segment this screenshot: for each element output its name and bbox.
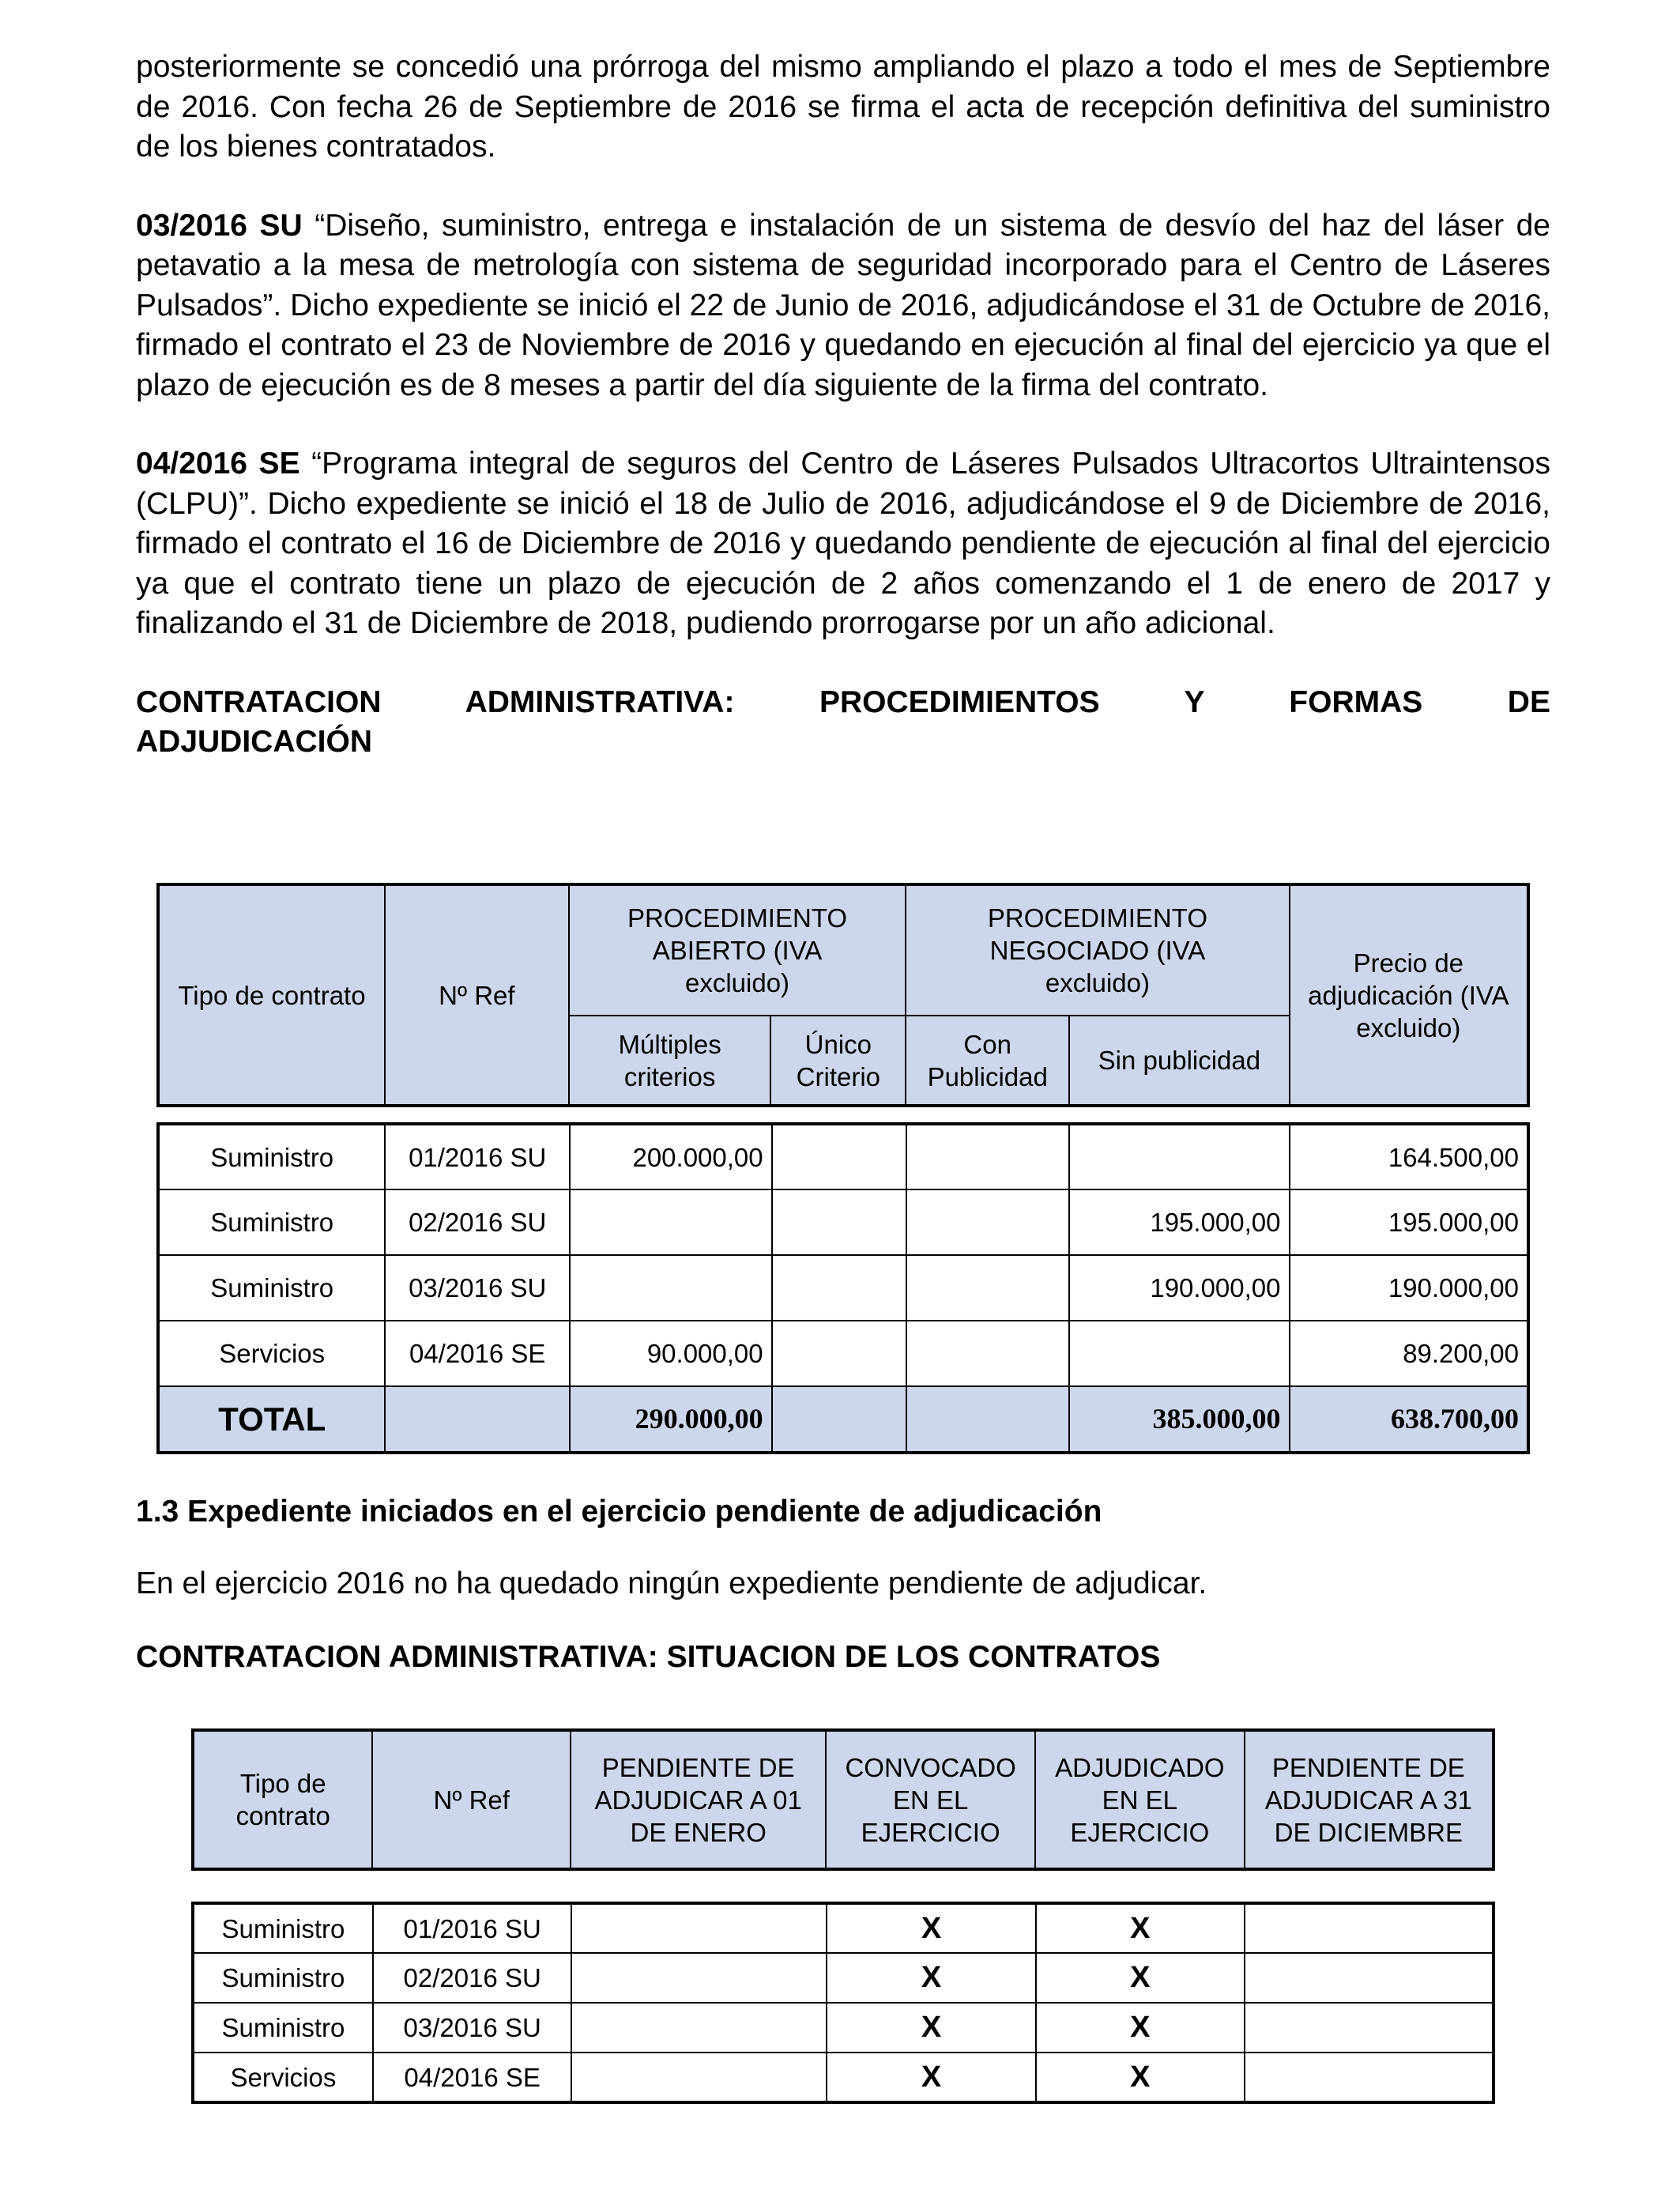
cell-ref: 03/2016 SU: [385, 1255, 570, 1321]
paragraph-3: [136, 444, 1550, 644]
document-page: [136, 47, 1550, 763]
table-2-body: [191, 1902, 1495, 2104]
cell-pend-dic: [1245, 1903, 1494, 1953]
cell-adjudicado: X: [1036, 2003, 1245, 2053]
cell-tipo: Suministro: [193, 1903, 373, 1953]
cell-ref: 04/2016 SE: [373, 2053, 572, 2102]
cell-adjudicado: X: [1036, 2053, 1245, 2102]
header-abierto: PROCEDIMIENTO ABIERTO (IVA excluido): [569, 884, 906, 1016]
section-2-heading: 1.3 Expediente iniciados en el ejercicio pendiente de adjudicación: [136, 1495, 1102, 1529]
t2-header-pend-enero: PENDIENTE DE ADJUDICAR A 01 DE ENERO: [571, 1730, 826, 1869]
cell-ref: 01/2016 SU: [385, 1124, 570, 1189]
cell-tipo: Suministro: [158, 1189, 385, 1255]
cell-sin-publicidad: 190.000,00: [1069, 1255, 1290, 1321]
header-tipo: Tipo de contrato: [158, 884, 385, 1106]
cell-tipo: Suministro: [193, 1953, 373, 2003]
total-row: [158, 1386, 1528, 1453]
table-2-header: [191, 1728, 1495, 1871]
total-unico: [772, 1386, 906, 1453]
cell-sin-publicidad: [1069, 1124, 1290, 1189]
header-multiples: Múltiples criterios: [569, 1016, 771, 1106]
paragraph-3-ref: 04/2016 SE: [136, 447, 300, 481]
cell-ref: 01/2016 SU: [373, 1903, 572, 1953]
table-row: [193, 2003, 1494, 2053]
t2-header-adjudicado: ADJUDICADO EN EL EJERCICIO: [1035, 1730, 1245, 1869]
table-1-body: [156, 1122, 1530, 1454]
header-precio: Precio de adjudicación (IVA excluido): [1290, 884, 1528, 1106]
cell-con-publicidad: [906, 1255, 1069, 1321]
cell-convocado: X: [827, 1953, 1035, 2003]
cell-tipo: Suministro: [158, 1255, 385, 1321]
cell-con-publicidad: [906, 1321, 1069, 1386]
total-multiples: 290.000,00: [570, 1386, 772, 1453]
paragraph-2-ref: 03/2016 SU: [136, 208, 303, 243]
cell-precio: 195.000,00: [1290, 1189, 1528, 1255]
cell-con-publicidad: [906, 1189, 1069, 1255]
cell-tipo: Suministro: [193, 2003, 373, 2053]
section-3-title: CONTRATACION ADMINISTRATIVA: SITUACION DE LOS CONTRATOS: [136, 1640, 1161, 1674]
t2-header-tipo: Tipo de contrato: [193, 1730, 372, 1869]
cell-multiples: [570, 1255, 772, 1321]
table-1-header: [156, 883, 1530, 1107]
header-negociado: PROCEDIMIENTO NEGOCIADO (IVA excluido): [906, 884, 1289, 1016]
paragraph-2-text: “Diseño, suministro, entrega e instalación de un sistema de desvío del haz del láser de petavatio a la mesa de metrología con sistema de seguridad incorporado para el Centro de Láseres Pulsados”. Dicho expediente se inició el 22 de Junio de 2016, adjudicándose el 31 de Octubre de 2016, firmado el contrato el 23 de Noviembre de 2016 y quedando en ejecución al final del ejercicio ya que el plazo de ejecución es de 8 meses a partir del día siguiente de la firma del contrato.: [136, 208, 1550, 402]
total-ref: [385, 1386, 570, 1453]
cell-tipo: Servicios: [158, 1321, 385, 1386]
table-row: [193, 1903, 1494, 1953]
section-2-text: En el ejercicio 2016 no ha quedado ningún expediente pendiente de adjudicar.: [136, 1566, 1207, 1600]
cell-pend-enero: [571, 2053, 827, 2102]
total-precio: 638.700,00: [1290, 1386, 1528, 1453]
table-row: [158, 1189, 1528, 1255]
cell-sin-publicidad: [1069, 1321, 1290, 1386]
cell-unico: [772, 1255, 906, 1321]
cell-adjudicado: X: [1036, 1903, 1245, 1953]
cell-precio: 89.200,00: [1290, 1321, 1528, 1386]
cell-precio: 190.000,00: [1290, 1255, 1528, 1321]
table-row: [158, 1124, 1528, 1189]
section-1-title-line1: CONTRATACION ADMINISTRATIVA: PROCEDIMIENTOS Y FORMAS DE: [136, 684, 1550, 719]
cell-convocado: X: [827, 2003, 1035, 2053]
t2-header-pend-dic: PENDIENTE DE ADJUDICAR A 31 DE DICIEMBRE: [1245, 1730, 1494, 1869]
cell-unico: [772, 1321, 906, 1386]
total-sin-publicidad: 385.000,00: [1069, 1386, 1290, 1453]
cell-ref: 02/2016 SU: [373, 1953, 572, 2003]
section-2: [136, 1492, 1550, 1678]
table-row: [158, 1321, 1528, 1386]
paragraph-3-text: “Programa integral de seguros del Centro de Láseres Pulsados Ultracortos Ultraintensos (CLPU)”. Dicho expediente se inició el 18 de Julio de 2016, adjudicándose el 9 de Diciembre de 2016, firmado el contrato el 16 de Diciembre de 2016 y quedando pendiente de ejecución al final del ejercicio ya que el contrato tiene un plazo de ejecución de 2 años comenzando el 1 de enero de 2017 y finalizando el 31 de Diciembre de 2018, pudiendo prorrogarse por un año adicional.: [136, 447, 1550, 640]
cell-sin-publicidad: 195.000,00: [1069, 1189, 1290, 1255]
table-row: [193, 2053, 1494, 2102]
cell-multiples: [570, 1189, 772, 1255]
cell-tipo: Suministro: [158, 1124, 385, 1189]
total-con-publicidad: [906, 1386, 1069, 1453]
cell-con-publicidad: [906, 1124, 1069, 1189]
section-1-title-line2: ADJUDICACIÓN: [136, 725, 373, 759]
cell-multiples: 90.000,00: [570, 1321, 772, 1386]
t2-header-convocado: CONVOCADO EN EL EJERCICIO: [826, 1730, 1035, 1869]
header-ref: Nº Ref: [385, 884, 569, 1106]
cell-pend-dic: [1245, 1953, 1494, 2003]
cell-ref: 04/2016 SE: [385, 1321, 570, 1386]
cell-convocado: X: [827, 2053, 1035, 2102]
cell-unico: [772, 1124, 906, 1189]
cell-pend-dic: [1245, 2053, 1494, 2102]
cell-ref: 02/2016 SU: [385, 1189, 570, 1255]
table-row: [158, 1255, 1528, 1321]
cell-pend-dic: [1245, 2003, 1494, 2053]
header-unico: Único Criterio: [770, 1016, 906, 1106]
header-sin-publicidad: Sin publicidad: [1069, 1016, 1290, 1106]
cell-pend-enero: [571, 2003, 827, 2053]
paragraph-1: posteriormente se concedió una prórroga del mismo ampliando el plazo a todo el mes de Septiembre de 2016. Con fecha 26 de Septiembre de 2016 se firma el acta de recepción definitiva del suministro de los bienes contratados.: [136, 50, 1550, 164]
cell-pend-enero: [571, 1953, 827, 2003]
table-row: [193, 1953, 1494, 2003]
cell-tipo: Servicios: [193, 2053, 373, 2102]
cell-ref: 03/2016 SU: [373, 2003, 572, 2053]
cell-multiples: 200.000,00: [570, 1124, 772, 1189]
cell-pend-enero: [571, 1903, 827, 1953]
t2-header-ref: Nº Ref: [372, 1730, 571, 1869]
cell-adjudicado: X: [1036, 1953, 1245, 2003]
cell-precio: 164.500,00: [1290, 1124, 1528, 1189]
cell-unico: [772, 1189, 906, 1255]
paragraph-2: [136, 206, 1550, 406]
cell-convocado: X: [827, 1903, 1035, 1953]
header-con-publicidad: Con Publicidad: [906, 1016, 1069, 1106]
total-label: TOTAL: [158, 1386, 385, 1453]
